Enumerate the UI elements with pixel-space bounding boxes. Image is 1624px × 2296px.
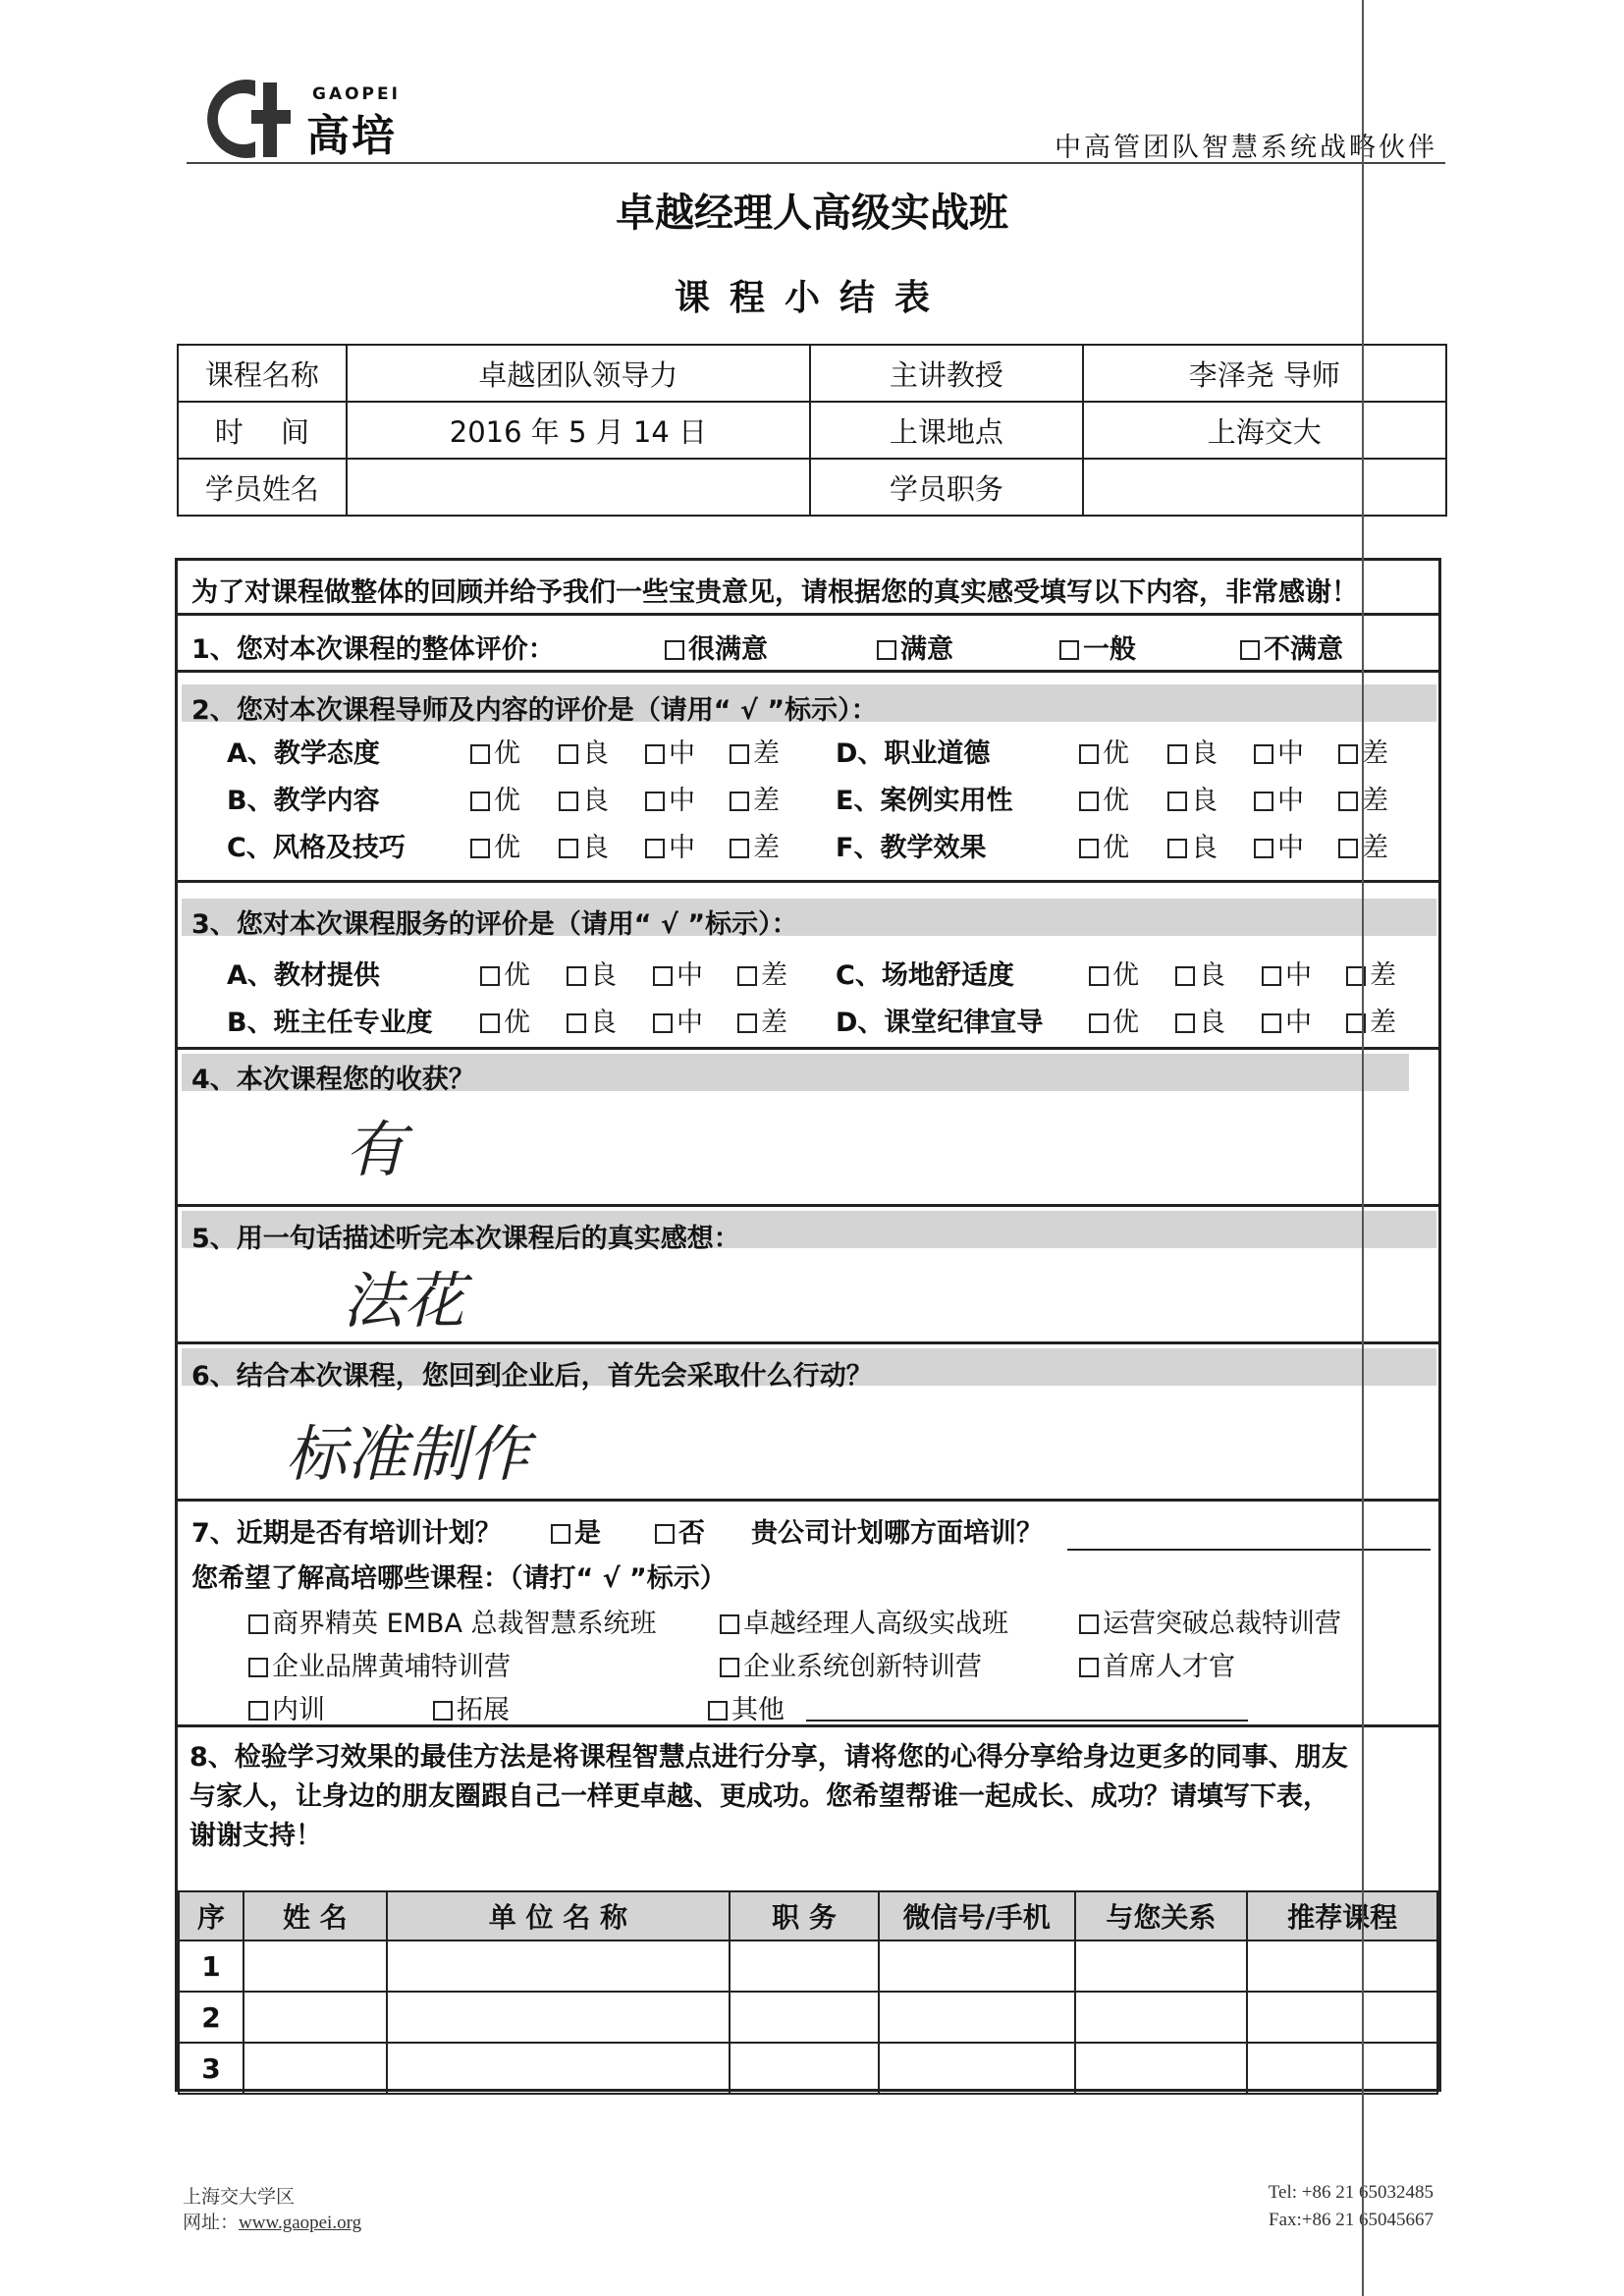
ref-header-contact: 微信号/手机 [879,1891,1075,1941]
q3-grade-option[interactable] [1089,1001,1139,1039]
q4-handwritten-answer[interactable]: 有 [345,1114,406,1185]
checkbox-icon[interactable] [559,792,578,811]
q3-grade-label: 中 [677,1008,703,1038]
checkbox-icon[interactable] [653,966,673,986]
q7-question: 7、近期是否有培训计划？ [191,1518,502,1549]
footer-website-link[interactable]: www.gaopei.org [239,2213,362,2233]
checkbox-icon[interactable] [645,744,665,764]
lecturer-value[interactable]: 李泽尧 导师 [1083,345,1446,402]
ref-cell[interactable] [244,2043,387,2094]
q3-grade-label: 良 [1199,1008,1225,1038]
time-label: 时 间 [178,402,347,459]
q2-grade-label: 优 [494,738,520,769]
q2-grade-option[interactable] [1254,779,1304,817]
ref-cell[interactable] [1247,1992,1437,2043]
q3-grade-label: 中 [677,960,703,991]
q6-question: 6、结合本次课程，您回到企业后，首先会采取什么行动？ [191,1361,873,1392]
q2-grade-option[interactable] [645,732,695,770]
q8-line-1: 8、检验学习效果的最佳方法是将课程智慧点进行分享，请将您的心得分享给身边更多的同事、朋友 [189,1742,1348,1773]
checkbox-icon[interactable] [1254,744,1273,764]
checkbox-icon[interactable] [470,744,490,764]
q3-section [178,883,1438,1050]
ref-cell[interactable] [879,1992,1075,2043]
q2-grade-label: 优 [1103,738,1129,769]
q2-grade-option[interactable] [730,826,780,864]
ref-header-relation: 与您关系 [1075,1891,1248,1941]
checkbox-icon[interactable] [1254,792,1273,811]
checkbox-icon[interactable] [1079,1614,1099,1634]
ref-header-company: 单 位 名 称 [387,1891,730,1941]
ref-cell[interactable] [879,1941,1075,1992]
footer-fax: Fax:+86 21 65045667 [1269,2210,1434,2230]
q7-yes-option[interactable]: 是 [551,1511,601,1550]
course-name-label: 课程名称 [178,345,347,402]
ref-cell[interactable] [879,2043,1075,2094]
footer-campus: 上海交大学区 [183,2187,296,2208]
evaluation-form [175,558,1441,2092]
ref-cell[interactable] [387,2043,730,2094]
ref-cell[interactable] [244,1992,387,2043]
location-value[interactable]: 上海交大 [1083,402,1446,459]
course-name-value[interactable]: 卓越团队领导力 [347,345,810,402]
q3-grade-label: 良 [590,1008,617,1038]
checkbox-icon[interactable] [730,839,749,858]
logo-text-en: GAOPEI [312,84,401,104]
q2-item-label: C、风格及技巧 [227,833,406,863]
q2-grade-label: 差 [753,833,780,863]
q2-grade-option[interactable] [730,779,780,817]
checkbox-icon[interactable] [1079,1658,1099,1677]
footer-website [183,2208,361,2234]
ref-cell[interactable] [1247,1941,1437,1992]
q1-option-unsatisfied[interactable]: 不满意 [1240,628,1343,666]
q2-grade-option[interactable] [1079,732,1129,770]
q2-grade-label: 差 [1362,738,1388,769]
q2-grade-option[interactable] [645,826,695,864]
slogan: 中高管团队智慧系统战略伙伴 [1055,133,1437,163]
q2-grade-label: 差 [753,786,780,816]
checkbox-icon[interactable] [1338,792,1358,811]
q3-item-label: B、班主任专业度 [227,1008,433,1038]
course-option-brand[interactable]: 企业品牌黄埔特训营 [248,1645,511,1683]
checkbox-icon[interactable] [1089,966,1109,986]
checkbox-icon[interactable] [1079,839,1099,858]
q2-item-label: F、教学效果 [836,833,987,863]
checkbox-icon[interactable] [1262,966,1281,986]
course-option-manager[interactable]: 卓越经理人高级实战班 [720,1602,1008,1640]
checkbox-icon[interactable] [1167,839,1187,858]
q3-grade-option[interactable] [737,954,787,992]
q3-grade-option[interactable] [480,1001,530,1039]
q3-grade-label: 差 [1370,1008,1396,1038]
q3-item-label: D、课堂纪律宣导 [836,1008,1044,1038]
logo-text-cn: 高培 [306,111,397,161]
q2-grade-label: 良 [582,738,609,769]
checkbox-icon[interactable] [1167,792,1187,811]
q2-grade-label: 优 [494,786,520,816]
table-row [179,2043,1437,2094]
ref-cell[interactable] [730,1941,879,1992]
q3-grade-label: 中 [1285,960,1312,991]
q6-handwritten-answer[interactable]: 标准制作 [286,1418,530,1490]
footer-website-label: 网址： [183,2213,240,2233]
q3-grade-option[interactable] [1175,1001,1225,1039]
q2-item-label: B、教学内容 [227,786,380,816]
ref-row-index: 3 [179,2043,244,2094]
q2-grade-option[interactable] [1079,826,1129,864]
q3-grade-label: 优 [1112,960,1139,991]
checkbox-icon[interactable] [720,1614,739,1634]
q4-section [178,1050,1438,1207]
course-option-other[interactable]: 其他 [708,1688,785,1726]
q2-grade-label: 良 [582,786,609,816]
checkbox-icon[interactable] [248,1701,268,1721]
q3-grade-option[interactable] [480,954,530,992]
checkbox-icon[interactable] [1079,744,1099,764]
q3-item-label: C、场地舒适度 [836,960,1014,991]
course-option-emba[interactable]: 商界精英 EMBA 总裁智慧系统班 [248,1602,657,1640]
table-row [179,1941,1437,1992]
q2-grade-label: 中 [1277,786,1304,816]
q2-item-label: E、案例实用性 [836,786,1013,816]
q8-section [178,1727,1438,1890]
q5-question: 5、用一句话描述听完本次课程后的真实感想： [191,1224,740,1254]
ref-cell[interactable] [1075,1941,1248,1992]
q3-grade-label: 良 [1199,960,1225,991]
checkbox-icon[interactable] [655,1524,675,1544]
course-other-line[interactable] [806,1720,1248,1722]
q2-grade-label: 良 [1191,833,1218,863]
checkbox-icon[interactable] [248,1614,268,1634]
ref-cell[interactable] [730,2043,879,2094]
q2-grade-option[interactable] [559,779,609,817]
checkbox-icon[interactable] [1175,966,1195,986]
scan-line [1362,0,1364,2296]
checkbox-icon[interactable] [730,792,749,811]
intro-text: 为了对课程做整体的回顾并给予我们一些宝贵意见，请根据您的真实感受填写以下内容，非常感谢！ [191,577,1358,608]
q2-grade-option[interactable] [470,779,520,817]
q1-section [178,616,1438,673]
course-option-outward[interactable]: 拓展 [433,1688,510,1726]
q3-grade-label: 中 [1285,1008,1312,1038]
checkbox-icon[interactable] [645,792,665,811]
course-option-inhouse[interactable]: 内训 [248,1688,325,1726]
q2-grade-label: 中 [1277,738,1304,769]
q2-grade-label: 差 [753,738,780,769]
checkbox-icon[interactable] [1089,1013,1109,1033]
checkbox-icon[interactable] [470,792,490,811]
q2-grade-option[interactable] [1254,826,1304,864]
header-divider [187,162,1445,164]
q2-grade-label: 优 [494,833,520,863]
checkbox-icon[interactable] [559,839,578,858]
referral-table [178,1890,1438,2095]
q1-option-satisfied[interactable]: 满意 [877,628,953,666]
footer-tel: Tel: +86 21 65032485 [1268,2182,1434,2203]
q1-option-average[interactable]: 一般 [1059,628,1136,666]
student-name-value[interactable] [347,459,810,516]
q3-grade-label: 差 [761,960,787,991]
q5-section [178,1207,1438,1344]
checkbox-icon[interactable] [433,1701,453,1721]
q8-line-2: 与家人，让身边的朋友圈跟自己一样更卓越、更成功。您希望帮谁一起成长、成功？请填写下表， [189,1781,1329,1812]
q2-grade-option[interactable] [1167,779,1218,817]
checkbox-icon[interactable] [1175,1013,1195,1033]
q2-grade-label: 中 [1277,833,1304,863]
ref-cell[interactable] [1247,2043,1437,2094]
ref-header-name: 姓 名 [244,1891,387,1941]
q1-question: 1、您对本次课程的整体评价： [191,634,555,665]
ref-cell[interactable] [387,1992,730,2043]
q7-section [178,1502,1438,1727]
q2-grade-label: 差 [1362,786,1388,816]
q7-which-training-line[interactable] [1067,1549,1431,1551]
q3-grade-option[interactable] [653,1001,703,1039]
q3-grade-option[interactable] [1262,1001,1312,1039]
course-info-table [177,344,1447,517]
q3-grade-option[interactable] [1346,1001,1396,1039]
q7-no-option[interactable]: 否 [655,1511,705,1550]
ref-cell[interactable] [730,1992,879,2043]
q2-grade-option[interactable] [1079,779,1129,817]
q2-grade-label: 良 [582,833,609,863]
q2-question: 2、您对本次课程导师及内容的评价是（请用“ √ ”标示）： [191,695,878,726]
checkbox-icon[interactable] [1254,839,1273,858]
checkbox-icon[interactable] [480,966,500,986]
q2-grade-label: 中 [669,738,695,769]
q8-line-3: 谢谢支持！ [189,1821,322,1851]
q7-which-training-label: 贵公司计划哪方面培训？ [751,1518,1043,1549]
q3-grade-label: 优 [504,960,530,991]
ref-row-index: 2 [179,1992,244,2043]
checkbox-icon[interactable] [567,966,586,986]
page-subtitle: 课程小结表 [674,278,949,318]
table-row [179,1992,1437,2043]
q5-handwritten-answer[interactable]: 法花 [343,1265,465,1337]
q6-section [178,1344,1438,1502]
q3-grade-label: 差 [1370,960,1396,991]
location-label: 上课地点 [810,402,1083,459]
student-position-value[interactable] [1083,459,1446,516]
q2-section [178,673,1438,883]
q3-grade-label: 良 [590,960,617,991]
q2-grade-option[interactable] [470,732,520,770]
q2-grade-option[interactable] [645,779,695,817]
q4-question: 4、本次课程您的收获？ [191,1065,475,1095]
q2-grade-option[interactable] [559,826,609,864]
checkbox-icon[interactable] [737,1013,757,1033]
intro-section [178,561,1438,616]
checkbox-icon[interactable] [1167,744,1187,764]
checkbox-icon[interactable] [720,1658,739,1677]
ref-cell[interactable] [387,1941,730,1992]
q3-grade-option[interactable] [737,1001,787,1039]
q3-grade-option[interactable] [1262,954,1312,992]
course-option-operations[interactable]: 运营突破总裁特训营 [1079,1602,1341,1640]
checkbox-icon[interactable] [1338,839,1358,858]
checkbox-icon[interactable] [737,966,757,986]
checkbox-icon[interactable] [877,640,896,660]
student-name-label: 学员姓名 [178,459,347,516]
q2-grade-option[interactable] [559,732,609,770]
student-position-label: 学员职务 [810,459,1083,516]
lecturer-label: 主讲教授 [810,345,1083,402]
q2-grade-label: 优 [1103,833,1129,863]
course-option-cto[interactable]: 首席人才官 [1079,1645,1235,1683]
q2-grade-option[interactable] [470,826,520,864]
checkbox-icon[interactable] [559,744,578,764]
q3-item-label: A、教材提供 [227,960,380,991]
q1-option-very-satisfied[interactable]: 很满意 [665,628,768,666]
checkbox-icon[interactable] [551,1524,570,1544]
q3-grade-option[interactable] [1175,954,1225,992]
q2-grade-label: 中 [669,786,695,816]
q7-courses-prompt: 您希望了解高培哪些课程：（请打“ √ ”标示） [191,1563,727,1594]
q3-grade-label: 优 [504,1008,530,1038]
q3-grade-label: 差 [761,1008,787,1038]
checkbox-icon[interactable] [1240,640,1260,660]
checkbox-icon[interactable] [1338,744,1358,764]
checkbox-icon[interactable] [645,839,665,858]
ref-cell[interactable] [244,1941,387,1992]
q2-grade-option[interactable] [1167,732,1218,770]
q3-grade-label: 优 [1112,1008,1139,1038]
q2-grade-label: 差 [1362,833,1388,863]
checkbox-icon[interactable] [1079,792,1099,811]
q3-question: 3、您对本次课程服务的评价是（请用“ √ ”标示）： [191,909,798,940]
ref-cell[interactable] [1075,2043,1248,2094]
q3-grade-option[interactable] [567,954,617,992]
checkbox-icon[interactable] [665,640,684,660]
q3-grade-option[interactable] [567,1001,617,1039]
checkbox-icon[interactable] [248,1658,268,1677]
q2-grade-label: 良 [1191,786,1218,816]
checkbox-icon[interactable] [730,744,749,764]
checkbox-icon[interactable] [567,1013,586,1033]
q2-grade-label: 良 [1191,738,1218,769]
checkbox-icon[interactable] [653,1013,673,1033]
checkbox-icon[interactable] [1262,1013,1281,1033]
ref-row-index: 1 [179,1941,244,1992]
time-value[interactable]: 2016 年 5 月 14 日 [347,402,810,459]
q2-item-label: A、教学态度 [227,738,380,769]
q2-grade-option[interactable] [1254,732,1304,770]
q2-grade-label: 优 [1103,786,1129,816]
ref-cell[interactable] [1075,1992,1248,2043]
checkbox-icon[interactable] [480,1013,500,1033]
referral-header-row [179,1891,1437,1941]
q2-item-label: D、职业道德 [836,738,991,769]
q3-grade-option[interactable] [1089,954,1139,992]
q2-grade-label: 中 [669,833,695,863]
ref-header-course: 推荐课程 [1247,1891,1437,1941]
ref-header-index: 序 [179,1891,244,1941]
ref-header-position: 职 务 [730,1891,879,1941]
page-title: 卓越经理人高级实战班 [616,191,1008,236]
q2-grade-option[interactable] [730,732,780,770]
q2-grade-option[interactable] [1167,826,1218,864]
q3-grade-option[interactable] [653,954,703,992]
checkbox-icon[interactable] [1059,640,1079,660]
course-option-innovation[interactable]: 企业系统创新特训营 [720,1645,982,1683]
q3-grade-option[interactable] [1346,954,1396,992]
checkbox-icon[interactable] [470,839,490,858]
checkbox-icon[interactable] [708,1701,728,1721]
